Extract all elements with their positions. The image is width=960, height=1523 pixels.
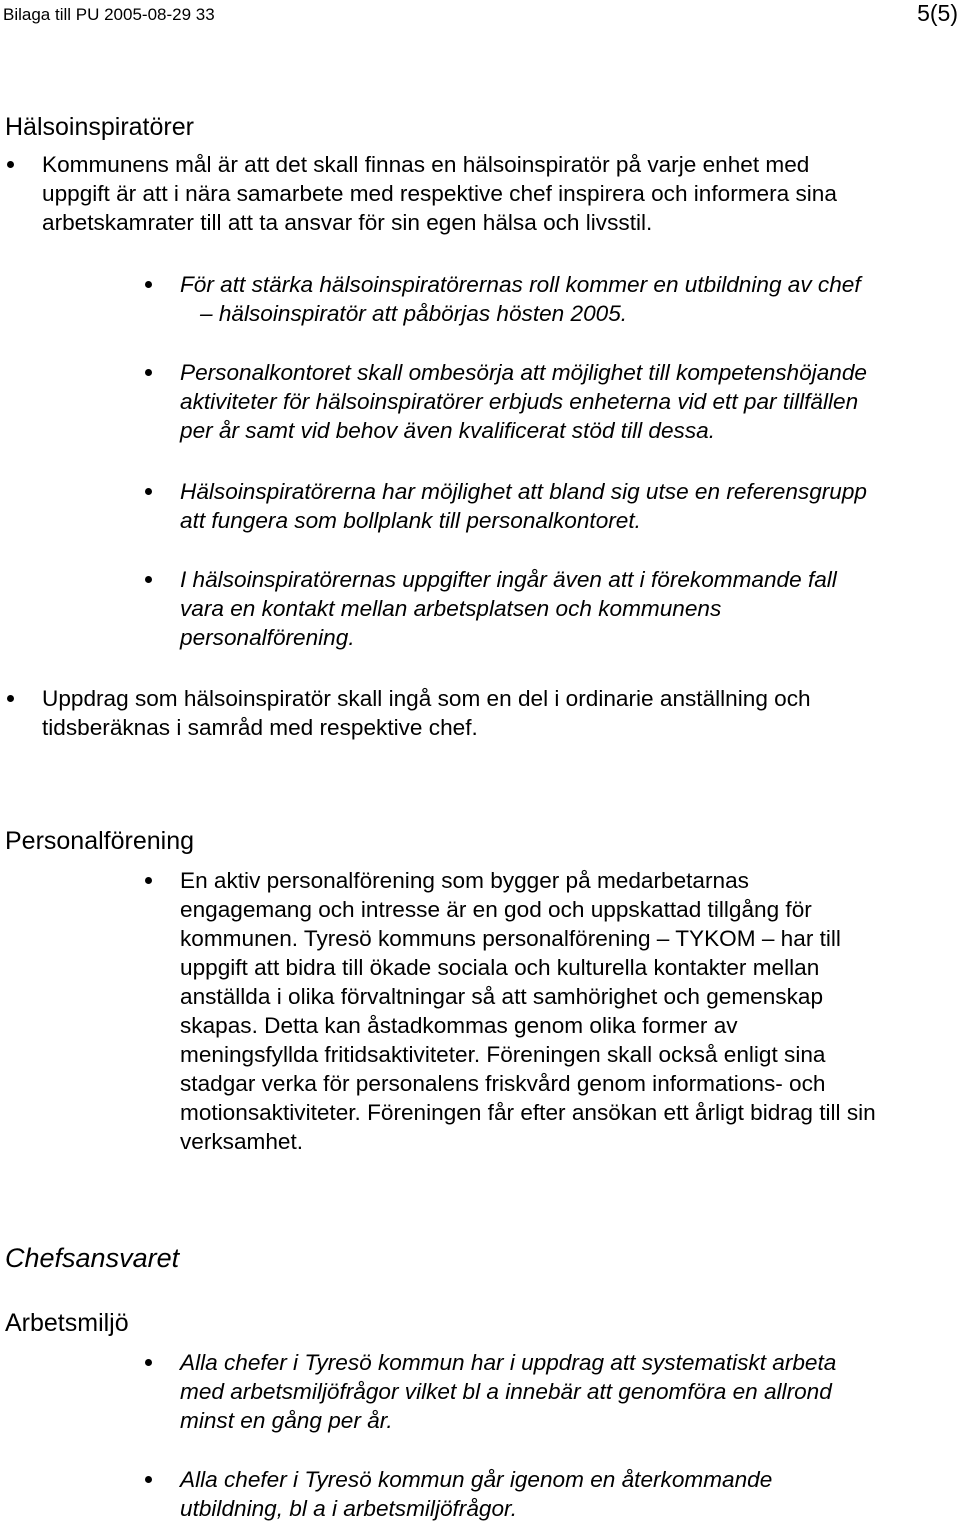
page-number: 5(5) bbox=[917, 0, 958, 26]
bullet-icon bbox=[7, 161, 14, 168]
bullet-icon bbox=[145, 369, 152, 376]
section-title-arbetsmiljo: Arbetsmiljö bbox=[5, 1309, 129, 1337]
list-item-kompetens: Personalkontoret skall ombesörja att möjlighet till kompetenshöjande aktiviteter för hälsoinspiratörer erbjuds enheterna vid ett par tillfällen per år samt vid behov även kvalificerat stöd till dessa. bbox=[180, 360, 867, 443]
bullet-icon bbox=[145, 1476, 152, 1483]
list-item-personalforening: En aktiv personalförening som bygger på medarbetarnas engagemang och intresse är en god och uppskattad tillgång för kommunen. Tyresö kommuns personalförening – TYKOM – har till uppgift att bidra till ökade sociala och kulturella kontakter mellan anställda i olika förvaltningar så att samhörighet och gemenskap skapas. Detta kan åstadkommas genom olika former av meningsfyllda fritidsaktiviteter. Föreningen skall också enligt sina stadgar verka för personalens friskvård genom informations- och motionsaktiviteter. Föreningen får efter ansökan ett årligt bidrag till sin verksamhet. bbox=[180, 868, 876, 1154]
list-item-utbildning: För att stärka hälsoinspiratörernas roll kommer en utbildning av chef – hälsoinspiratör att påbörjas hösten 2005. bbox=[180, 272, 861, 326]
bullet-icon bbox=[145, 877, 152, 884]
bullet-icon bbox=[145, 576, 152, 583]
list-item-systematiskt: Alla chefer i Tyresö kommun har i uppdrag att systematiskt arbeta med arbetsmiljöfrågor vilket bl a innebär att genomföra en allrond minst en gång per år. bbox=[180, 1350, 837, 1433]
document-reference: Bilaga till PU 2005-08-29 33 bbox=[3, 5, 215, 24]
list-item-utbildning-chefer: Alla chefer i Tyresö kommun går igenom en återkommande utbildning, bl a i arbetsmiljöfrågor. bbox=[180, 1467, 773, 1521]
bullet-icon bbox=[145, 1359, 152, 1366]
list-item-kontakt: I hälsoinspiratörernas uppgifter ingår även att i förekommande fall vara en kontakt mellan arbetsplatsen och kommunens personalförening. bbox=[180, 567, 837, 650]
page-header bbox=[0, 0, 960, 30]
list-item-referensgrupp: Hälsoinspiratörerna har möjlighet att bland sig utse en referensgrupp att fungera som bollplank till personalkontoret. bbox=[180, 479, 867, 533]
list-item-uppdrag: Uppdrag som hälsoinspiratör skall ingå som en del i ordinarie anställning och tidsberäknas i samråd med respektive chef. bbox=[42, 686, 811, 740]
section-title-personalforening: Personalförening bbox=[5, 827, 195, 855]
bullet-icon bbox=[145, 488, 152, 495]
section-title-halsoinspiratorer: Hälsoinspiratörer bbox=[5, 113, 194, 141]
list-item-halso-mal: Kommunens mål är att det skall finnas en hälsoinspiratör på varje enhet med uppgift är att i nära samarbete med respektive chef inspirera och informera sina arbetskamrater till att ta ansvar för sin egen hälsa och livsstil. bbox=[42, 152, 837, 235]
section-title-chefsansvaret: Chefsansvaret bbox=[5, 1243, 180, 1273]
bullet-icon bbox=[145, 281, 152, 288]
bullet-icon bbox=[7, 695, 14, 702]
